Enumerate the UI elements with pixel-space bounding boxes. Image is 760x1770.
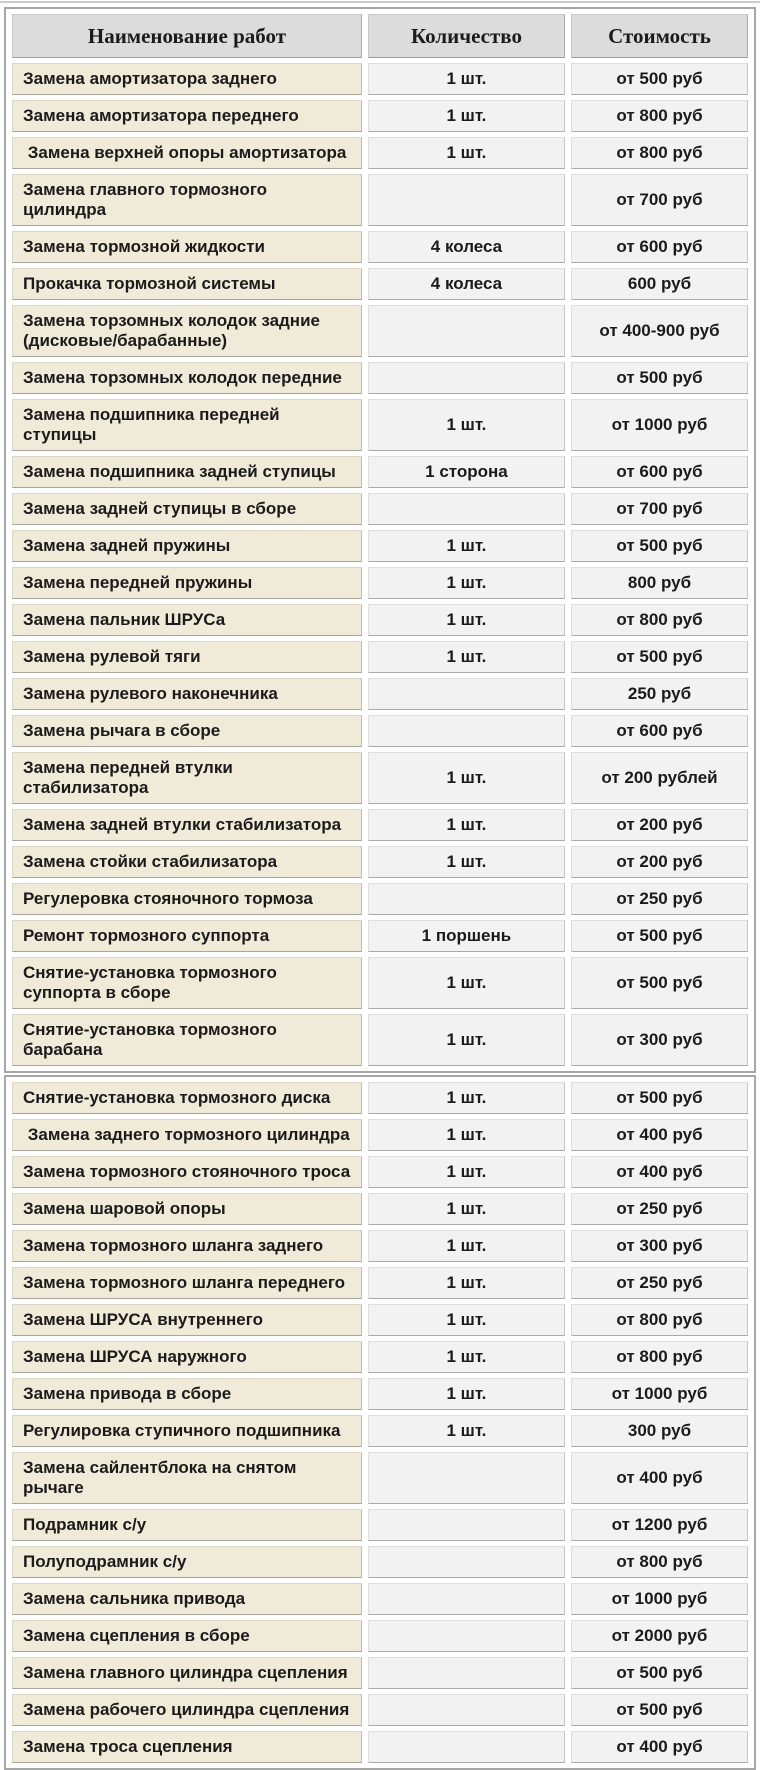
work-name-cell: Замена верхней опоры амортизатора xyxy=(12,137,362,169)
price-cell: от 700 руб xyxy=(571,493,748,525)
work-name-cell: Замена сайлентблока на снятом рычаге xyxy=(12,1452,362,1504)
quantity-cell xyxy=(368,1657,565,1689)
quantity-cell: 4 колеса xyxy=(368,268,565,300)
table-row xyxy=(12,678,748,710)
price-cell: 600 руб xyxy=(571,268,748,300)
table-row xyxy=(12,362,748,394)
price-cell: от 800 руб xyxy=(571,100,748,132)
work-name-cell: Замена пальник ШРУСа xyxy=(12,604,362,636)
table-row xyxy=(12,305,748,357)
quantity-cell: 1 шт. xyxy=(368,1082,565,1114)
price-cell: от 500 руб xyxy=(571,1694,748,1726)
table-row xyxy=(12,1082,748,1114)
work-name-cell: Замена главного тормозного цилиндра xyxy=(12,174,362,226)
price-cell: от 250 руб xyxy=(571,883,748,915)
price-cell: от 500 руб xyxy=(571,957,748,1009)
quantity-cell: 1 шт. xyxy=(368,1156,565,1188)
price-cell: от 500 руб xyxy=(571,1657,748,1689)
quantity-cell: 1 шт. xyxy=(368,1415,565,1447)
quantity-cell: 1 шт. xyxy=(368,846,565,878)
work-name-cell: Замена ШРУСА внутреннего xyxy=(12,1304,362,1336)
quantity-cell xyxy=(368,1620,565,1652)
price-cell: от 200 рублей xyxy=(571,752,748,804)
page-top-divider xyxy=(0,1,760,3)
table-row xyxy=(12,100,748,132)
column-header-price: Стоимость xyxy=(571,14,748,58)
work-name-cell: Подрамник с/у xyxy=(12,1509,362,1541)
price-cell: от 300 руб xyxy=(571,1014,748,1066)
work-name-cell: Замена задней ступицы в сборе xyxy=(12,493,362,525)
table-row xyxy=(12,1583,748,1615)
work-name-cell: Замена ШРУСА наружного xyxy=(12,1341,362,1373)
price-cell: от 500 руб xyxy=(571,641,748,673)
quantity-cell: 1 шт. xyxy=(368,641,565,673)
table-row xyxy=(12,1694,748,1726)
table-row xyxy=(12,1509,748,1541)
table-row xyxy=(12,1415,748,1447)
table-row xyxy=(12,1620,748,1652)
work-name-cell: Замена передней втулки стабилизатора xyxy=(12,752,362,804)
quantity-cell xyxy=(368,493,565,525)
work-name-cell: Замена задней пружины xyxy=(12,530,362,562)
quantity-cell xyxy=(368,362,565,394)
price-cell: от 400 руб xyxy=(571,1731,748,1763)
quantity-cell: 1 сторона xyxy=(368,456,565,488)
work-name-cell: Снятие-установка тормозного диска xyxy=(12,1082,362,1114)
table-row xyxy=(12,63,748,95)
work-name-cell: Замена тормозного шланга заднего xyxy=(12,1230,362,1262)
price-cell: от 400-900 руб xyxy=(571,305,748,357)
table-row xyxy=(12,493,748,525)
work-name-cell: Снятие-установка тормозного суппорта в сборе xyxy=(12,957,362,1009)
quantity-cell: 1 шт. xyxy=(368,137,565,169)
work-name-cell: Замена рабочего цилиндра сцепления xyxy=(12,1694,362,1726)
quantity-cell xyxy=(368,715,565,747)
quantity-cell xyxy=(368,1452,565,1504)
price-cell: 800 руб xyxy=(571,567,748,599)
table-row xyxy=(12,231,748,263)
quantity-cell: 1 шт. xyxy=(368,567,565,599)
work-name-cell: Замена рычага в сборе xyxy=(12,715,362,747)
quantity-cell xyxy=(368,1731,565,1763)
quantity-cell: 1 шт. xyxy=(368,604,565,636)
price-table-section-1 xyxy=(4,7,756,1073)
quantity-cell: 1 шт. xyxy=(368,1267,565,1299)
quantity-cell xyxy=(368,678,565,710)
table-row xyxy=(12,530,748,562)
table-row xyxy=(12,1304,748,1336)
quantity-cell: 1 шт. xyxy=(368,100,565,132)
quantity-cell: 1 шт. xyxy=(368,752,565,804)
table-row xyxy=(12,752,748,804)
price-cell: от 250 руб xyxy=(571,1267,748,1299)
quantity-cell: 1 шт. xyxy=(368,1304,565,1336)
table-header-row xyxy=(12,14,748,58)
quantity-cell xyxy=(368,174,565,226)
work-name-cell: Замена троса сцепления xyxy=(12,1731,362,1763)
price-cell: от 600 руб xyxy=(571,456,748,488)
table-row xyxy=(12,137,748,169)
work-name-cell: Замена торзомных колодок передние xyxy=(12,362,362,394)
price-cell: от 800 руб xyxy=(571,604,748,636)
price-cell: от 800 руб xyxy=(571,1546,748,1578)
quantity-cell: 1 шт. xyxy=(368,1230,565,1262)
table-row xyxy=(12,604,748,636)
quantity-cell: 1 шт. xyxy=(368,399,565,451)
work-name-cell: Регулировка ступичного подшипника xyxy=(12,1415,362,1447)
price-cell: от 500 руб xyxy=(571,362,748,394)
work-name-cell: Замена главного цилиндра сцепления xyxy=(12,1657,362,1689)
work-name-cell: Замена шаровой опоры xyxy=(12,1193,362,1225)
quantity-cell: 1 поршень xyxy=(368,920,565,952)
table-row xyxy=(12,1546,748,1578)
price-cell: от 800 руб xyxy=(571,1341,748,1373)
quantity-cell: 1 шт. xyxy=(368,1119,565,1151)
table-row xyxy=(12,641,748,673)
work-name-cell: Замена тормозной жидкости xyxy=(12,231,362,263)
price-cell: от 700 руб xyxy=(571,174,748,226)
work-name-cell: Замена привода в сборе xyxy=(12,1378,362,1410)
table-row xyxy=(12,399,748,451)
table-row xyxy=(12,1452,748,1504)
quantity-cell xyxy=(368,1694,565,1726)
table-row xyxy=(12,1119,748,1151)
price-cell: от 250 руб xyxy=(571,1193,748,1225)
price-cell: от 400 руб xyxy=(571,1119,748,1151)
price-list xyxy=(4,7,756,1770)
work-name-cell: Снятие-установка тормозного барабана xyxy=(12,1014,362,1066)
table-row xyxy=(12,456,748,488)
price-cell: от 1000 руб xyxy=(571,399,748,451)
price-cell: 250 руб xyxy=(571,678,748,710)
price-cell: от 800 руб xyxy=(571,1304,748,1336)
work-name-cell: Замена заднего тормозного цилиндра xyxy=(12,1119,362,1151)
table-row xyxy=(12,883,748,915)
table-row xyxy=(12,846,748,878)
work-name-cell: Полуподрамник с/у xyxy=(12,1546,362,1578)
table-row xyxy=(12,920,748,952)
quantity-cell: 1 шт. xyxy=(368,809,565,841)
column-header-quantity: Количество xyxy=(368,14,565,58)
quantity-cell: 1 шт. xyxy=(368,63,565,95)
price-table-section-2 xyxy=(4,1075,756,1770)
quantity-cell: 1 шт. xyxy=(368,530,565,562)
price-cell: от 500 руб xyxy=(571,1082,748,1114)
work-name-cell: Ремонт тормозного суппорта xyxy=(12,920,362,952)
quantity-cell: 4 колеса xyxy=(368,231,565,263)
work-name-cell: Замена сальника привода xyxy=(12,1583,362,1615)
work-name-cell: Замена стойки стабилизатора xyxy=(12,846,362,878)
price-cell: 300 руб xyxy=(571,1415,748,1447)
quantity-cell xyxy=(368,1546,565,1578)
quantity-cell xyxy=(368,883,565,915)
quantity-cell: 1 шт. xyxy=(368,1014,565,1066)
price-cell: от 1200 руб xyxy=(571,1509,748,1541)
table-row xyxy=(12,1731,748,1763)
quantity-cell: 1 шт. xyxy=(368,957,565,1009)
price-cell: от 1000 руб xyxy=(571,1378,748,1410)
price-cell: от 500 руб xyxy=(571,530,748,562)
table-row xyxy=(12,567,748,599)
table-row xyxy=(12,268,748,300)
table-row xyxy=(12,1156,748,1188)
table-row xyxy=(12,809,748,841)
price-cell: от 200 руб xyxy=(571,809,748,841)
quantity-cell: 1 шт. xyxy=(368,1193,565,1225)
work-name-cell: Регулеровка стояночного тормоза xyxy=(12,883,362,915)
table-row xyxy=(12,1341,748,1373)
price-cell: от 400 руб xyxy=(571,1452,748,1504)
table-row xyxy=(12,1014,748,1066)
price-cell: от 600 руб xyxy=(571,715,748,747)
table-row xyxy=(12,174,748,226)
price-cell: от 2000 руб xyxy=(571,1620,748,1652)
work-name-cell: Замена рулевого наконечника xyxy=(12,678,362,710)
work-name-cell: Замена тормозного шланга переднего xyxy=(12,1267,362,1299)
work-name-cell: Замена сцепления в сборе xyxy=(12,1620,362,1652)
table-row xyxy=(12,957,748,1009)
work-name-cell: Замена рулевой тяги xyxy=(12,641,362,673)
work-name-cell: Замена тормозного стояночного троса xyxy=(12,1156,362,1188)
work-name-cell: Замена передней пружины xyxy=(12,567,362,599)
work-name-cell: Замена торзомных колодок задние (дисковые/барабанные) xyxy=(12,305,362,357)
work-name-cell: Прокачка тормозной системы xyxy=(12,268,362,300)
table-row xyxy=(12,715,748,747)
quantity-cell xyxy=(368,305,565,357)
table-row xyxy=(12,1657,748,1689)
work-name-cell: Замена амортизатора заднего xyxy=(12,63,362,95)
price-cell: от 300 руб xyxy=(571,1230,748,1262)
quantity-cell xyxy=(368,1509,565,1541)
work-name-cell: Замена подшипника передней ступицы xyxy=(12,399,362,451)
work-name-cell: Замена задней втулки стабилизатора xyxy=(12,809,362,841)
table-row xyxy=(12,1378,748,1410)
price-cell: от 600 руб xyxy=(571,231,748,263)
work-name-cell: Замена подшипника задней ступицы xyxy=(12,456,362,488)
column-header-work-name: Наименование работ xyxy=(12,14,362,58)
table-row xyxy=(12,1267,748,1299)
price-cell: от 800 руб xyxy=(571,137,748,169)
price-cell: от 500 руб xyxy=(571,920,748,952)
quantity-cell: 1 шт. xyxy=(368,1341,565,1373)
table-row xyxy=(12,1230,748,1262)
price-cell: от 400 руб xyxy=(571,1156,748,1188)
price-cell: от 500 руб xyxy=(571,63,748,95)
quantity-cell xyxy=(368,1583,565,1615)
work-name-cell: Замена амортизатора переднего xyxy=(12,100,362,132)
price-cell: от 1000 руб xyxy=(571,1583,748,1615)
price-cell: от 200 руб xyxy=(571,846,748,878)
table-row xyxy=(12,1193,748,1225)
quantity-cell: 1 шт. xyxy=(368,1378,565,1410)
